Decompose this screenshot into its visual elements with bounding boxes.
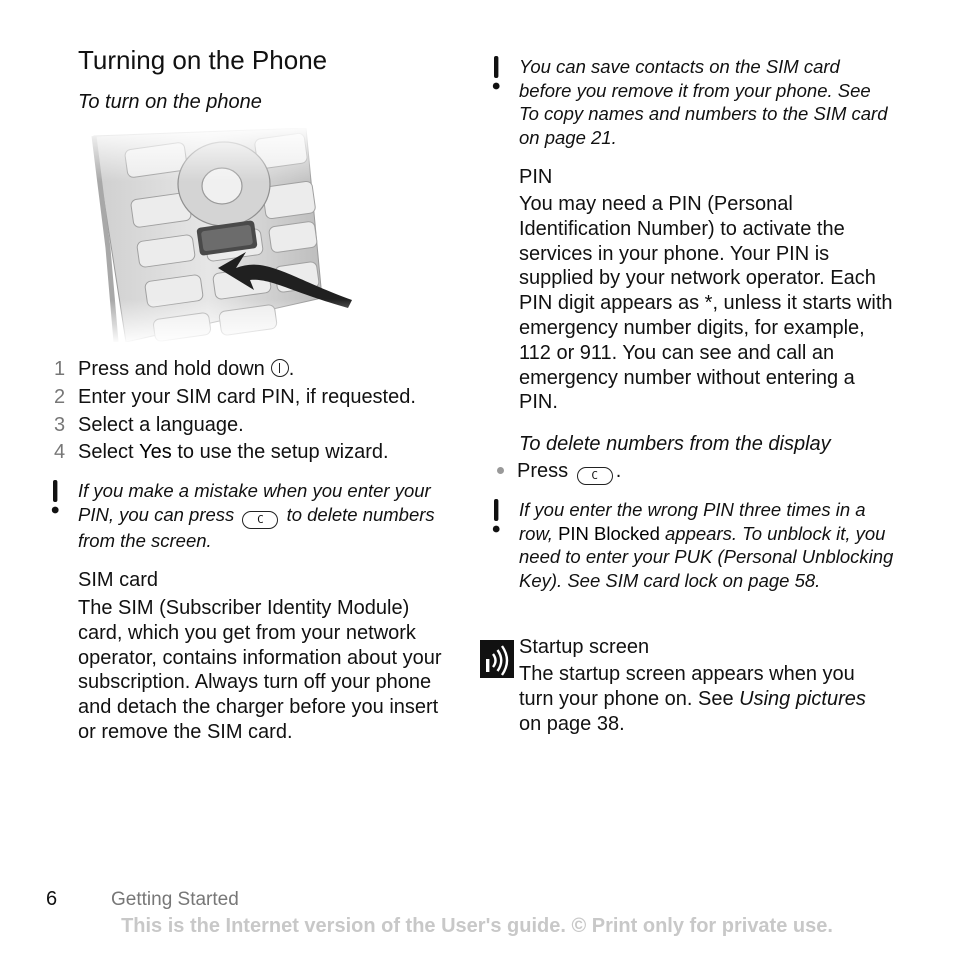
step-3 <box>54 413 244 437</box>
warning-icon <box>491 499 501 542</box>
sim-card-heading: SIM card <box>78 569 159 591</box>
sim-card-text: The SIM (Subscriber Identity Module) card, which you get from your network operator, contains information about your subscription. Always turn off your phone and detach the charger before you insert or remove the SIM card. <box>78 597 442 743</box>
phone-illustration <box>86 128 358 342</box>
step-number: 2 <box>54 386 66 408</box>
warning-icon <box>491 56 501 99</box>
c-key-icon: C <box>242 511 278 529</box>
warning-icon <box>50 480 60 523</box>
pin-heading: PIN <box>519 166 553 188</box>
startup-text: The startup screen appears when you turn your phone on. See <box>519 663 855 710</box>
note-text: If you enter the wrong PIN three times in a row, <box>519 499 866 544</box>
press-label: Press <box>517 460 569 482</box>
section-name: Getting Started <box>111 889 239 910</box>
step-number: 4 <box>54 441 66 463</box>
step-4 <box>54 440 389 464</box>
step-text: Press and hold down <box>78 358 265 380</box>
using-pictures-ref: Using pictures <box>739 687 866 710</box>
startup-text: on page 38. <box>519 712 625 735</box>
step-1 <box>54 357 294 381</box>
note-text: to delete numbers from the screen. <box>78 503 435 551</box>
note-text: appears. To unblock it, you need to enter your PUK (Personal Unblocking Key). See SIM card lock on page 58. <box>519 522 894 591</box>
pin-text: You may need a PIN (Personal Identification Number) to activate the services in your phone. Your PIN is supplied by your network operator. Each PIN digit appears as *, unless it starts with emergency number digits, for example, 112 or 911. You can see and call an emergency number without entering a PIN. <box>519 193 893 414</box>
yes-option: Yes <box>139 441 172 463</box>
steps-list <box>54 357 474 467</box>
delete-procedure-title: To delete numbers from the display <box>519 433 831 455</box>
pin-blocked-label: PIN Blocked <box>558 522 660 544</box>
legal-notice: This is the Internet version of the User's guide. © Print only for private use. <box>121 915 833 937</box>
step-text: to use the setup wizard. <box>171 441 389 463</box>
startup-screen-heading: Startup screen <box>519 636 650 658</box>
step-text: Select <box>78 441 140 463</box>
note-text: If you make a mistake when you enter your PIN, you can press <box>78 480 431 525</box>
page-number: 6 <box>46 888 58 910</box>
power-key-icon <box>271 359 289 377</box>
press-end: . <box>615 460 622 482</box>
step-number: 3 <box>54 414 66 436</box>
network-service-icon <box>480 640 514 678</box>
press-c-bullet <box>497 459 621 485</box>
pin-blocked-note <box>519 498 897 592</box>
step-text: Enter your SIM card PIN, if requested. <box>78 386 416 408</box>
procedure-title: To turn on the phone <box>78 91 262 113</box>
sim-contacts-note: You can save contacts on the SIM card before you remove it from your phone. See To copy names and numbers to the SIM card on page 21. <box>519 56 888 148</box>
pin-mistake-note <box>78 479 446 552</box>
step-number: 1 <box>54 358 66 380</box>
step-end: . <box>288 358 295 380</box>
step-text: Select a language. <box>78 414 244 436</box>
step-2 <box>54 385 416 409</box>
page-title: Turning on the Phone <box>78 45 328 75</box>
startup-screen-text <box>519 662 893 736</box>
bullet-icon <box>497 467 504 474</box>
c-key-icon: C <box>577 467 613 485</box>
